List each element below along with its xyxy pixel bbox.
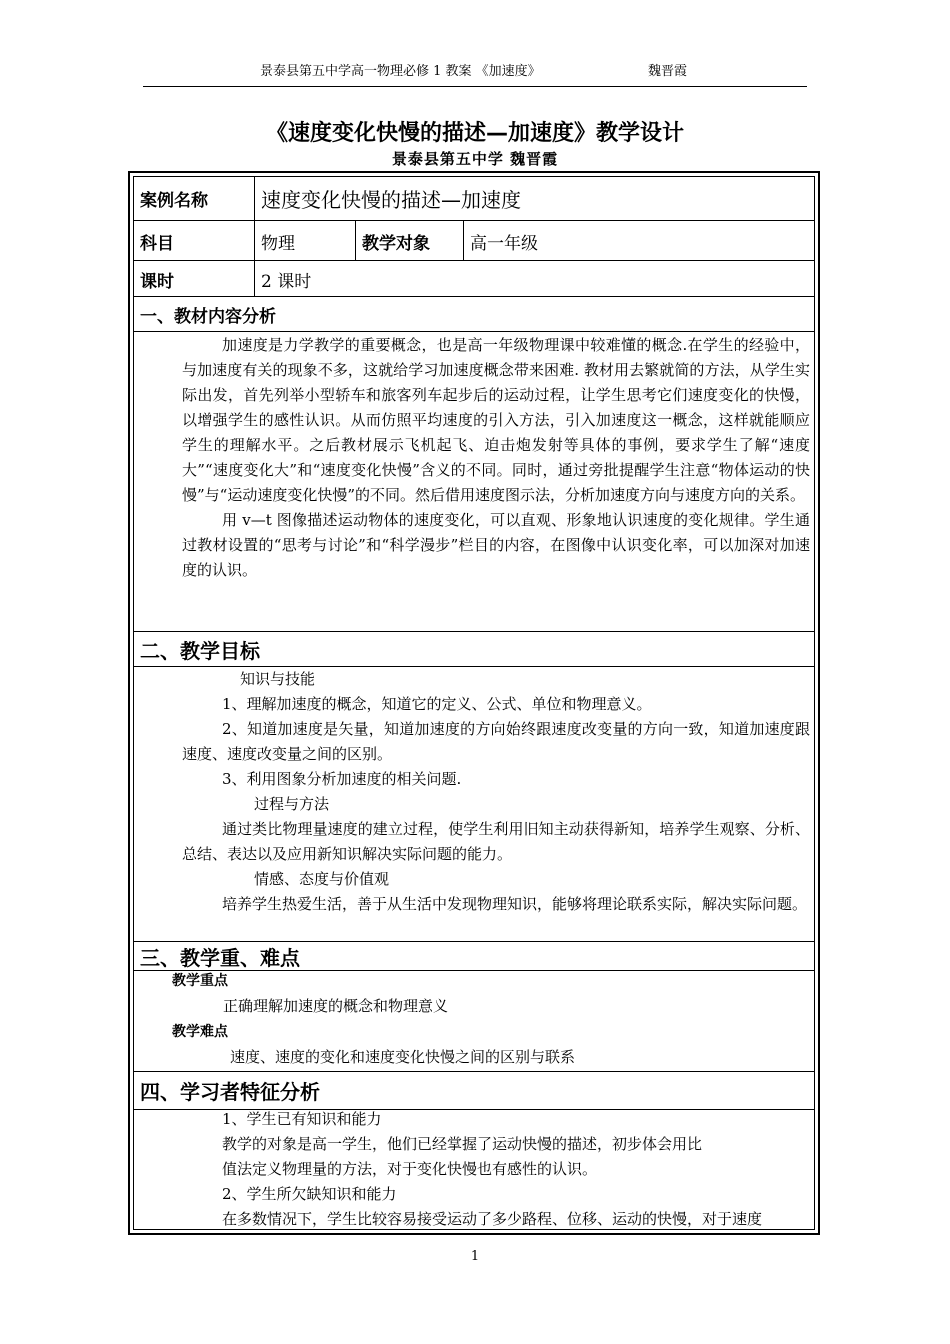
hours-label: 课时 — [140, 271, 174, 292]
knowledge-item-1: 1、理解加速度的概念，知道它的定义、公式、单位和物理意义。 — [222, 695, 652, 713]
section-4-header — [134, 1071, 814, 1110]
header-left: 景泰县第五中学高一物理必修 1 教案 《加速度》 — [260, 64, 541, 79]
section-1-paragraph-1: 加速度是力学教学的重要概念，也是高一年级物理课中较难懂的概念.在学生的经验中，与加速度有关的现象不多，这就给学习加速度概念带来困难. 教材用去繁就简的方法，从学生实际出发，首先列举小型轿车和旅客列车起步后的运动过程，让学生思考它们速度变化的快慢，以增强学生的感性认识。从而仿照平均速度的引入方法，引入加速度这一概念，这样就能顺应学生的理解水平。之后教材展示飞机起飞、迫击炮发射等具体的事例，要求学生了解“速度大”“速度变化大”和“速度变化快慢”含义的不同。同时，通过旁批提醒学生注意“物体运动的快慢”与“运动速度变化快慢”的不同。然后借用速度图示法，分析加速度方向与速度方向的关系。 — [182, 336, 810, 504]
section-2-header — [134, 631, 814, 667]
key-point-text: 正确理解加速度的概念和物理意义 — [223, 997, 449, 1015]
learner-item-2: 2、学生所欠缺知识和能力 — [222, 1185, 397, 1203]
row-subject — [134, 220, 814, 261]
section-1-paragraph-2: 用 v—t 图像描述运动物体的速度变化，可以直观、形象地认识速度的变化规律。学生通过教材设置的“思考与讨论”和“科学漫步”栏目的内容，在图像中认识变化率，可以加深对加速度的认识。 — [182, 511, 810, 579]
process-text: 通过类比物理量速度的建立过程，使学生利用旧知主动获得新知，培养学生观察、分析、总结、表达以及应用新知识解决实际问题的能力。 — [182, 820, 810, 863]
section-3-body — [172, 968, 810, 1070]
target-label: 教学对象 — [362, 233, 430, 254]
emotion-text: 培养学生热爱生活，善于从生活中发现物理知识，能够将理论联系实际，解决实际问题。 — [222, 895, 808, 913]
learner-item-1-line-2: 值法定义物理量的方法，对于变化快慢也有感性的认识。 — [222, 1160, 598, 1178]
document-title: 《速度变化快慢的描述—加速度》教学设计 — [265, 121, 684, 146]
section-1-title: 一、教材内容分析 — [140, 306, 276, 327]
learner-item-1-line-1: 教学的对象是高一学生，他们已经掌握了运动快慢的描述，初步体会用比 — [222, 1135, 703, 1153]
page-number: 1 — [470, 1249, 480, 1264]
process-heading: 过程与方法 — [254, 795, 330, 813]
section-1-body — [182, 333, 810, 583]
target-value: 高一年级 — [470, 233, 538, 254]
difficulty-label: 教学难点 — [172, 1024, 228, 1040]
knowledge-item-3: 3、利用图象分析加速度的相关问题. — [222, 770, 462, 788]
row-hours — [134, 260, 814, 297]
header-author: 魏晋霞 — [648, 64, 688, 79]
learner-item-1: 1、学生已有知识和能力 — [222, 1110, 382, 1128]
row-case-name — [134, 176, 814, 220]
section-2-title: 二、教学目标 — [140, 638, 260, 663]
knowledge-heading: 知识与技能 — [240, 670, 316, 688]
knowledge-item-2: 2、知道加速度是矢量，知道加速度的方向始终跟速度改变量的方向一致，知道加速度跟速度、速度改变量之间的区别。 — [182, 720, 810, 763]
hours-value: 2 课时 — [261, 271, 312, 292]
case-name-value: 速度变化快慢的描述—加速度 — [261, 187, 521, 212]
section-4-body — [182, 1107, 810, 1232]
key-point-label: 教学重点 — [172, 973, 228, 989]
section-3-header — [134, 941, 814, 971]
subject-label: 科目 — [140, 233, 174, 254]
page-header — [143, 62, 807, 87]
section-3-title: 三、教学重、难点 — [140, 945, 300, 970]
case-name-label: 案例名称 — [140, 190, 208, 211]
section-1-header — [134, 296, 814, 332]
difficulty-text: 速度、速度的变化和速度变化快慢之间的区别与联系 — [230, 1048, 576, 1066]
section-4-title: 四、学习者特征分析 — [140, 1080, 320, 1104]
document-subtitle: 景泰县第五中学 魏晋霞 — [391, 150, 559, 168]
learner-item-2-line-1: 在多数情况下，学生比较容易接受运动了多少路程、位移、运动的快慢，对于速度 — [222, 1210, 763, 1228]
subject-value: 物理 — [261, 233, 295, 254]
emotion-heading: 情感、态度与价值观 — [254, 870, 390, 888]
section-2-body — [182, 667, 810, 917]
